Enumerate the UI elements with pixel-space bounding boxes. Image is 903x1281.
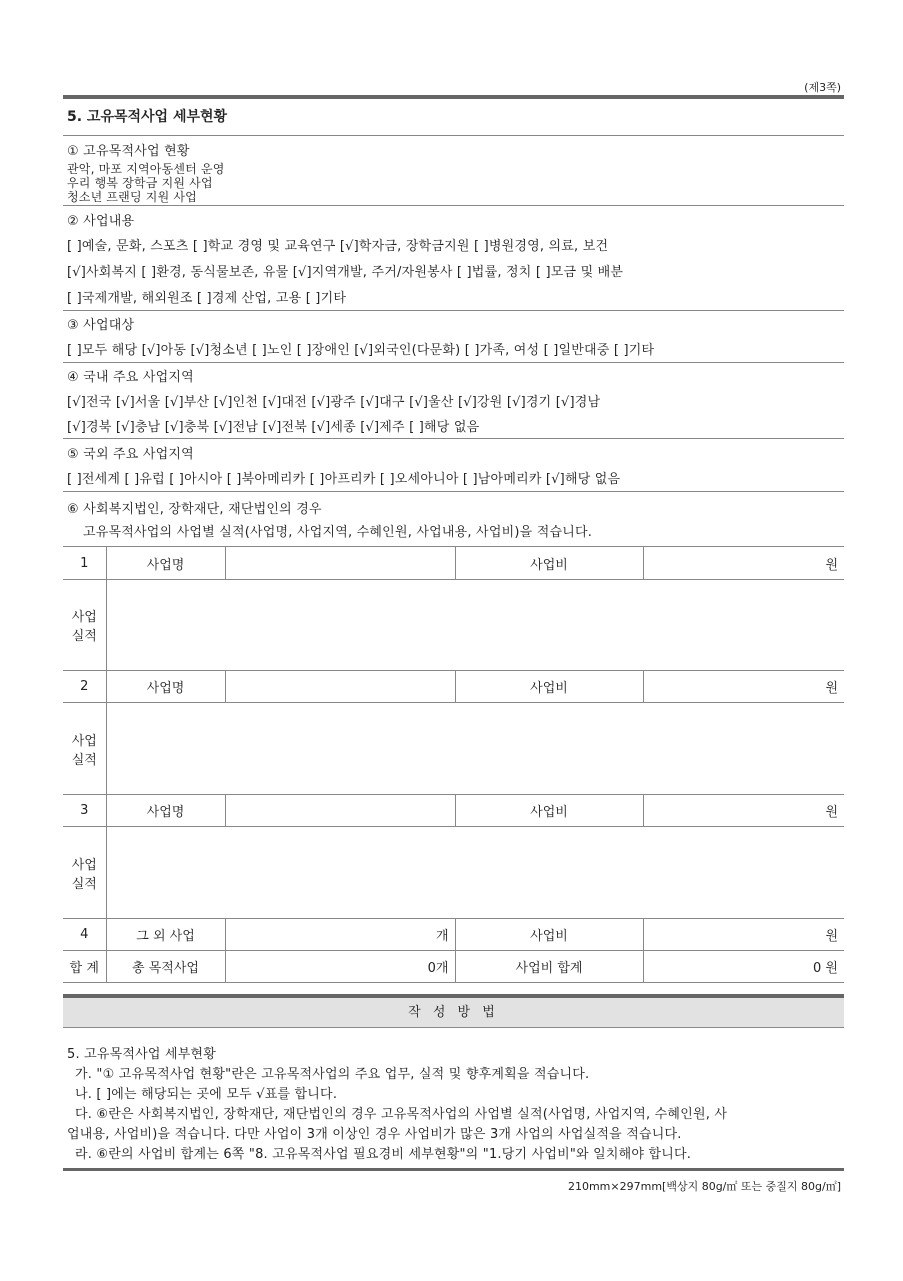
s4-heading: ④ 국내 주요 사업지역: [67, 370, 194, 385]
paper-spec: 210mm×297mm[백상지 80g/㎡ 또는 중질지 80g/㎡]: [567, 1180, 841, 1193]
howto-line: 나. [ ]에는 해당되는 곳에 모두 √표를 합니다.: [75, 1087, 338, 1102]
s6-heading: ⑥ 사회복지법인, 장학재단, 재단법인의 경우: [67, 502, 322, 517]
howto-title: 작 성 방 법: [63, 994, 844, 1028]
divider: [63, 491, 844, 492]
divider: [63, 310, 844, 311]
business-result-field[interactable]: [106, 703, 844, 795]
s2-line: [ ]예술, 문화, 스포츠 [ ]학교 경영 및 교육연구 [√]학자금, 장학금지원 [ ]병원경영, 의료, 보건: [67, 239, 609, 254]
s3-line: [ ]모두 해당 [√]아동 [√]청소년 [ ]노인 [ ]장애인 [√]외국인(다문화) [ ]가족, 여성 [ ]일반대중 [ ]기타: [67, 343, 655, 358]
business-cost-label: 사업비: [455, 547, 643, 580]
row-number: 3: [63, 795, 106, 827]
s3-heading: ③ 사업대상: [67, 318, 135, 333]
table-row: [63, 580, 844, 671]
total-label: 합 계: [63, 951, 106, 983]
howto-line: 다. ⑥란은 사회복지법인, 장학재단, 재단법인의 경우 고유목적사업의 사업별 실적(사업명, 사업지역, 수혜인원, 사: [75, 1107, 728, 1122]
s1-item: 청소년 프랜딩 지원 사업: [67, 190, 197, 204]
s2-line: [ ]국제개발, 해외원조 [ ]경제 산업, 고용 [ ]기타: [67, 291, 347, 306]
business-result-field[interactable]: [106, 580, 844, 671]
s5-heading: ⑤ 국외 주요 사업지역: [67, 447, 194, 462]
table-row: [63, 547, 844, 580]
total-cost-label: 사업비 합계: [455, 951, 643, 983]
s1-item: 우리 행복 장학금 지원 사업: [67, 176, 213, 190]
s2-heading: ② 사업내용: [67, 214, 135, 229]
business-cost-label: 사업비: [455, 795, 643, 827]
row-number: 2: [63, 671, 106, 703]
s1-item: 관악, 마포 지역아동센터 운영: [67, 162, 225, 176]
other-business-label: 그 외 사업: [106, 919, 225, 951]
business-cost-field[interactable]: 원: [643, 795, 844, 827]
divider: [63, 135, 844, 136]
s1-heading: ① 고유목적사업 현황: [67, 144, 190, 159]
table-row: [63, 795, 844, 827]
business-result-field[interactable]: [106, 827, 844, 919]
business-name-field[interactable]: [225, 547, 455, 580]
business-name-label: 사업명: [106, 795, 225, 827]
s5-line: [ ]전세계 [ ]유럽 [ ]아시아 [ ]북아메리카 [ ]아프리카 [ ]오세아니아 [ ]남아메리카 [√]해당 없음: [67, 472, 621, 487]
s4-line: [√]경북 [√]충남 [√]충북 [√]전남 [√]전북 [√]세종 [√]제주 [ ]해당 없음: [67, 420, 480, 435]
result-label: 사업 실적: [63, 703, 106, 795]
table-row: [63, 703, 844, 795]
s4-line: [√]전국 [√]서울 [√]부산 [√]인천 [√]대전 [√]광주 [√]대구 [√]울산 [√]강원 [√]경기 [√]경남: [67, 395, 601, 410]
business-cost-field[interactable]: 원: [643, 671, 844, 703]
divider: [63, 438, 844, 439]
business-name-field[interactable]: [225, 671, 455, 703]
total-cost-amount: 0 원: [643, 951, 844, 983]
page-number: (제3쪽): [804, 81, 841, 94]
table-row: [63, 827, 844, 919]
row-number: 1: [63, 547, 106, 580]
section-title: 5. 고유목적사업 세부현황: [67, 109, 228, 125]
other-business-count-field[interactable]: 개: [225, 919, 455, 951]
other-business-cost-field[interactable]: 원: [643, 919, 844, 951]
result-label: 사업 실적: [63, 580, 106, 671]
total-business-count: 0개: [225, 951, 455, 983]
bottom-rule: [63, 1168, 844, 1171]
business-results-table: [63, 546, 844, 983]
total-business-label: 총 목적사업: [106, 951, 225, 983]
business-name-label: 사업명: [106, 547, 225, 580]
table-row: [63, 671, 844, 703]
table-row: [63, 919, 844, 951]
howto-line: 가. "① 고유목적사업 현황"란은 고유목적사업의 주요 업무, 실적 및 향후계획을 적습니다.: [75, 1067, 590, 1082]
business-name-field[interactable]: [225, 795, 455, 827]
business-cost-field[interactable]: 원: [643, 547, 844, 580]
top-rule: [63, 95, 844, 99]
howto-line: 라. ⑥란의 사업비 합계는 6쪽 "8. 고유목적사업 필요경비 세부현황"의 "1.당기 사업비"와 일치해야 합니다.: [75, 1147, 692, 1162]
business-cost-label: 사업비: [455, 919, 643, 951]
table-row: [63, 951, 844, 983]
howto-line: 업내용, 사업비)을 적습니다. 다만 사업이 3개 이상인 경우 사업비가 많은 3개 사업의 사업실적을 적습니다.: [67, 1127, 682, 1142]
s2-line: [√]사회복지 [ ]환경, 동식물보존, 유물 [√]지역개발, 주거/자원봉사 [ ]법률, 정치 [ ]모금 및 배분: [67, 265, 624, 280]
result-label: 사업 실적: [63, 827, 106, 919]
divider: [63, 205, 844, 206]
divider: [63, 362, 844, 363]
business-cost-label: 사업비: [455, 671, 643, 703]
business-name-label: 사업명: [106, 671, 225, 703]
howto-heading: 5. 고유목적사업 세부현황: [67, 1047, 217, 1062]
s6-description: 고유목적사업의 사업별 실적(사업명, 사업지역, 수혜인원, 사업내용, 사업비)을 적습니다.: [83, 525, 593, 540]
row-number: 4: [63, 919, 106, 951]
